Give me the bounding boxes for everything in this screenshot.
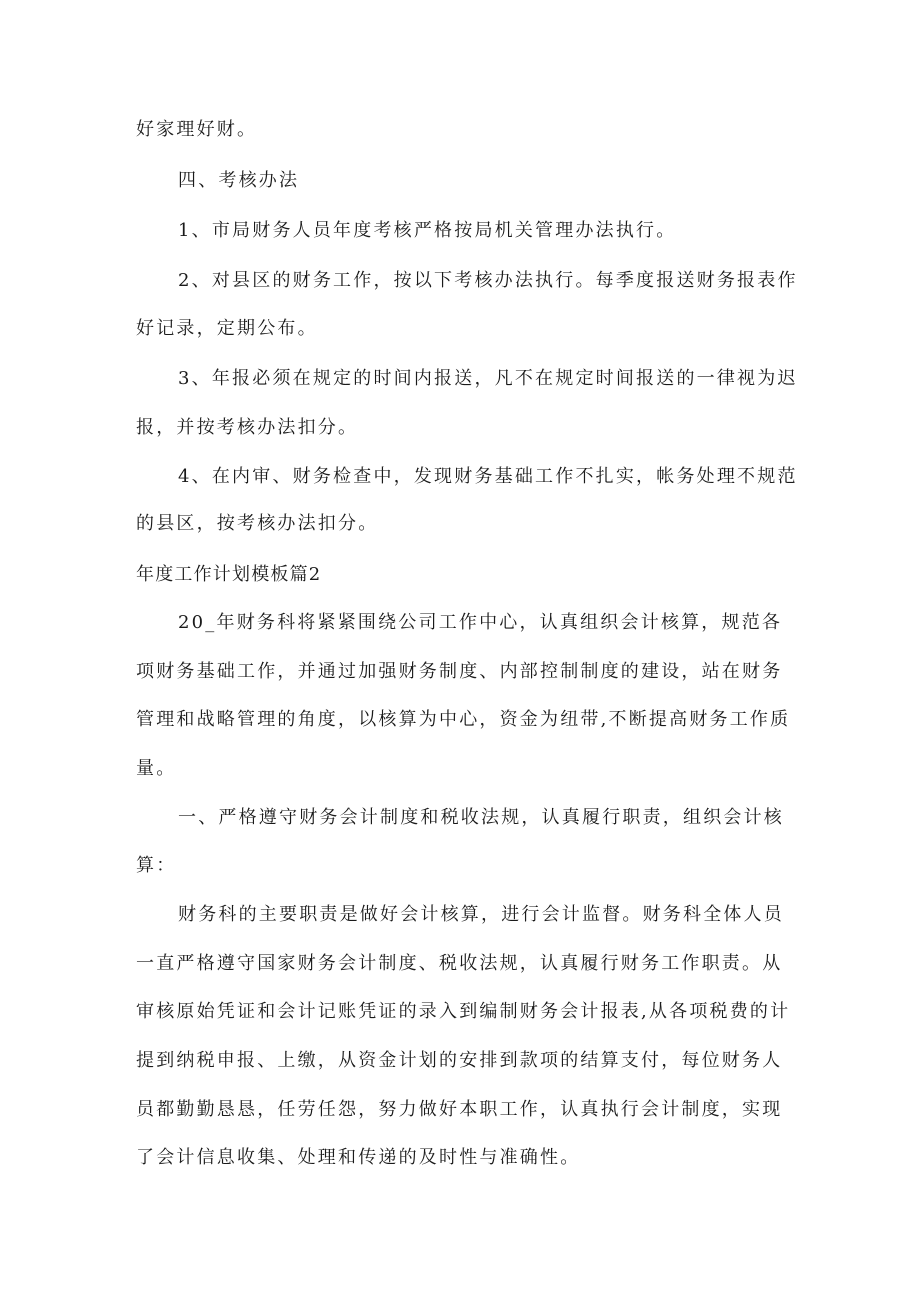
text-line: 财务科的主要职责是做好会计核算，进行会计监督。财务科全体人员 bbox=[178, 904, 784, 925]
text-line: 的县区，按考核办法扣分。 bbox=[136, 513, 379, 534]
section-heading: 四、考核办法 bbox=[178, 170, 300, 191]
text-line: 量。 bbox=[136, 758, 177, 779]
text-line: 报，并按考核办法扣分。 bbox=[136, 417, 359, 438]
text-line: 好记录，定期公布。 bbox=[136, 318, 318, 339]
text-line: 20_年财务科将紧紧围绕公司工作中心，认真组织会计核算，规范各 bbox=[178, 612, 783, 633]
article-title: 年度工作计划模板篇2 bbox=[136, 564, 322, 585]
text-line: 3、年报必须在规定的时间内报送，凡不在规定时间报送的一律视为迟 bbox=[178, 368, 798, 389]
text-line: 员都勤勤恳恳，任劳任怨，努力做好本职工作，认真执行会计制度，实现 bbox=[136, 1099, 783, 1120]
section-heading: 一、严格遵守财务会计制度和税收法规，认真履行职责，组织会计核 bbox=[178, 807, 784, 828]
text-line: 提到纳税申报、上缴，从资金计划的安排到款项的结算支付，每位财务人 bbox=[136, 1050, 783, 1071]
text-line: 管理和战略管理的角度，以核算为中心，资金为纽带,不断提高财务工作质 bbox=[136, 709, 791, 730]
text-line: 好家理好财。 bbox=[136, 119, 258, 140]
text-line: 审核原始凭证和会计记账凭证的录入到编制财务会计报表,从各项税费的计 bbox=[136, 1001, 791, 1022]
text-line: 一直严格遵守国家财务会计制度、税收法规，认真履行财务工作职责。从 bbox=[136, 953, 783, 974]
text-line: 了会计信息收集、处理和传递的及时性与准确性。 bbox=[136, 1147, 581, 1168]
text-line: 2、对县区的财务工作，按以下考核办法执行。每季度报送财务报表作 bbox=[178, 270, 798, 291]
text-line: 算： bbox=[136, 855, 177, 876]
text-line: 项财务基础工作，并通过加强财务制度、内部控制制度的建设，站在财务 bbox=[136, 661, 783, 682]
text-line: 4、在内审、财务检查中，发现财务基础工作不扎实，帐务处理不规范 bbox=[178, 466, 798, 487]
text-line: 1、市局财务人员年度考核严格按局机关管理办法执行。 bbox=[178, 220, 677, 241]
